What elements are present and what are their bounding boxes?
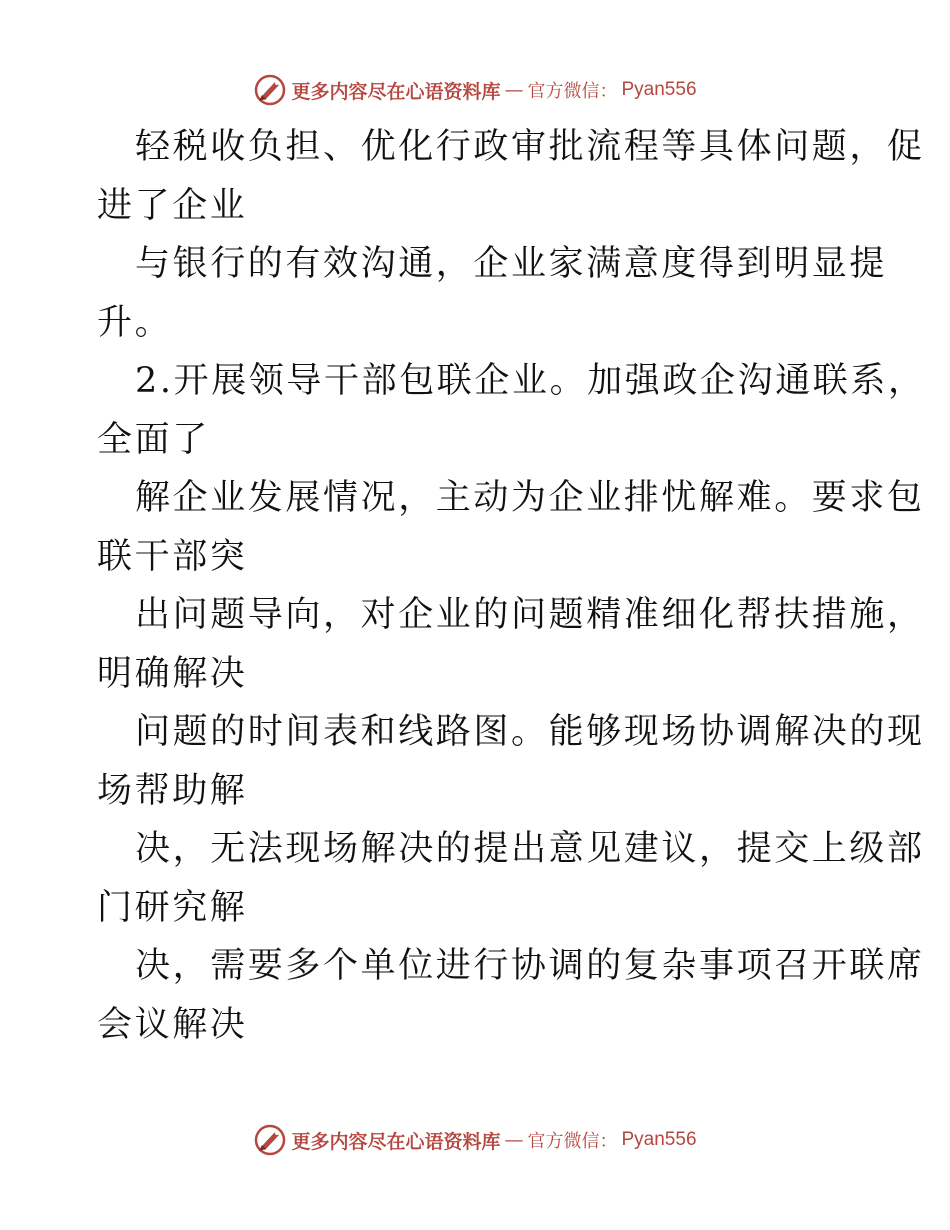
text-line: 联干部突 — [97, 536, 248, 577]
text-line: 场帮助解 — [97, 770, 248, 811]
text-line: 解企业发展情况，主动为企业排忧解难。要求包 — [135, 478, 925, 518]
watermark-sub-text: 官方微信： — [527, 1131, 618, 1152]
pen-logo-icon — [253, 73, 287, 107]
footer-watermark — [0, 1120, 950, 1160]
watermark-sub-text: 官方微信： — [527, 81, 618, 102]
text-line: 升。 — [97, 302, 173, 343]
text-line: 全面了 — [97, 419, 210, 460]
text-line: 会议解决 — [97, 1004, 248, 1045]
text-line: 决，无法现场解决的提出意见建议，提交上级部 — [135, 829, 925, 869]
watermark-id: Pyan556 — [621, 1129, 697, 1150]
header-watermark — [0, 70, 950, 110]
text-line: 轻税收负担、优化行政审批流程等具体问题，促 — [135, 127, 925, 167]
text-line: 进了企业 — [97, 185, 248, 226]
watermark-main-text: 更多内容尽在心语资料库 — [291, 80, 501, 103]
pen-logo-icon — [253, 1123, 287, 1157]
text-line: 门研究解 — [97, 887, 248, 928]
text-line: 问题的时间表和线路图。能够现场协调解决的现 — [135, 712, 925, 752]
document-body — [97, 118, 926, 1054]
watermark-main-text: 更多内容尽在心语资料库 — [291, 1130, 501, 1153]
text-line: 决，需要多个单位进行协调的复杂事项召开联席 — [135, 946, 925, 986]
watermark-dash: — — [504, 79, 524, 101]
watermark-id: Pyan556 — [621, 79, 697, 100]
text-line: 与银行的有效沟通，企业家满意度得到明显提 — [135, 244, 888, 284]
text-line: 2.开展领导干部包联企业。加强政企沟通联系， — [135, 361, 926, 401]
watermark-dash: — — [504, 1129, 524, 1151]
text-line: 明确解决 — [97, 653, 248, 694]
text-line: 出问题导向，对企业的问题精准细化帮扶措施， — [135, 595, 925, 635]
